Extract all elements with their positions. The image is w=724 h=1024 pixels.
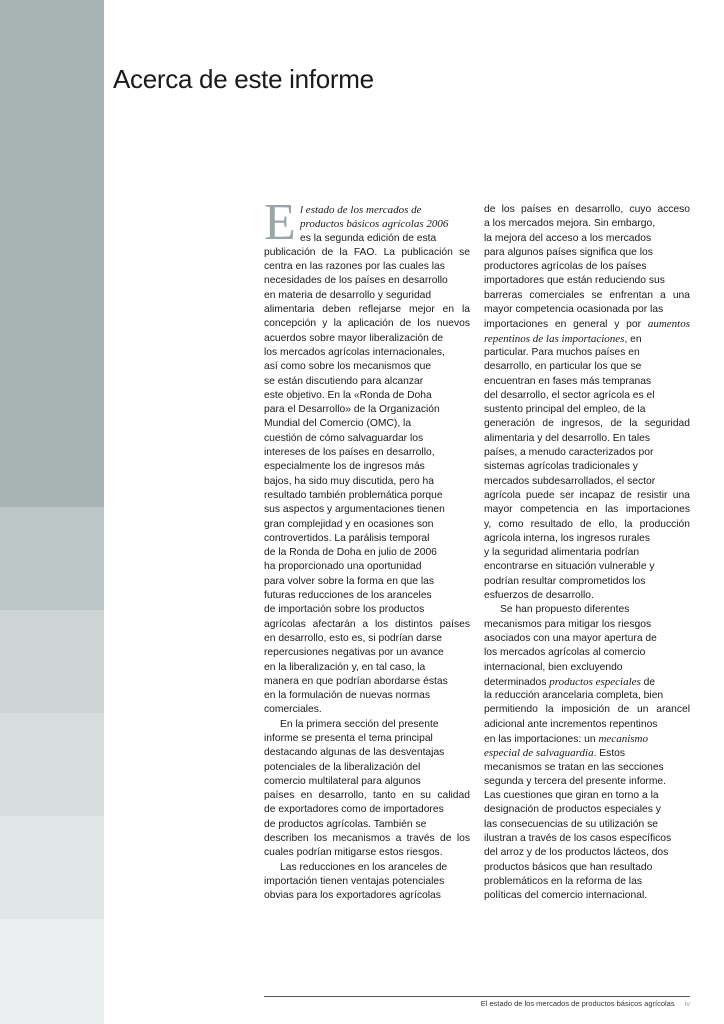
text-line xyxy=(264,432,470,446)
text-line xyxy=(264,417,470,431)
sidebar-band-3 xyxy=(0,713,104,816)
text-run: la reducción arancelaria completa, bien xyxy=(484,690,664,702)
text-run: Las cuestiones que giran en torno a la xyxy=(484,790,659,802)
text-run: de importación sobre los productos xyxy=(264,604,425,616)
text-run: de productos agrícolas. También se xyxy=(264,818,427,830)
text-run: bajos, ha sido muy discutida, pero ha xyxy=(264,475,434,487)
text-line xyxy=(484,217,690,231)
text-line xyxy=(484,560,690,574)
text-line xyxy=(484,403,690,417)
text-line xyxy=(264,518,470,532)
text-line xyxy=(484,789,690,803)
column-1-lines xyxy=(264,194,470,904)
text-line xyxy=(484,289,690,303)
text-line xyxy=(484,589,690,603)
text-run: . Estos xyxy=(593,748,626,760)
text-run: controvertidos. La parálisis temporal xyxy=(264,532,430,544)
text-run: políticas del comercio internacional. xyxy=(484,890,648,902)
text-line xyxy=(484,846,690,860)
text-line xyxy=(264,532,470,546)
text-run: futuras reducciones de los aranceles xyxy=(264,590,432,602)
text-line xyxy=(264,332,470,346)
text-line xyxy=(484,503,690,517)
text-run: asociados con una mayor apertura de xyxy=(484,632,657,644)
text-run: mercados subdesarrollados, el sector xyxy=(484,475,656,487)
text-run: para volver sobre la forma en que las xyxy=(264,575,434,587)
text-line xyxy=(264,489,470,503)
text-run: acuerdos sobre mayor liberalización de xyxy=(264,332,444,344)
text-run: Mundial del Comercio (OMC), la xyxy=(264,418,412,430)
text-run: para el Desarrollo» de la Organización xyxy=(264,404,440,416)
text-line xyxy=(484,732,690,746)
text-line xyxy=(484,274,690,288)
text-line xyxy=(264,861,470,875)
column-2-lines xyxy=(484,203,690,904)
text-line xyxy=(484,232,690,246)
sidebar-band-5 xyxy=(0,919,104,1024)
text-run: problemáticos en la reforma de las xyxy=(484,875,642,887)
text-line xyxy=(264,274,470,288)
text-run: en la liberalización y, en tal caso, la xyxy=(264,661,426,673)
text-line xyxy=(264,503,470,517)
text-line xyxy=(264,589,470,603)
text-line xyxy=(484,317,690,331)
text-run: sustento principal del empleo, de la xyxy=(484,404,646,416)
text-line xyxy=(264,360,470,374)
text-run: comercio multilateral para algunos xyxy=(264,775,421,787)
text-line xyxy=(484,489,690,503)
text-run: concepción y la aplicación de los nuevos xyxy=(264,318,470,330)
text-line xyxy=(264,618,470,632)
text-run: barreras comerciales se enfrentan a una xyxy=(484,289,690,301)
text-line xyxy=(484,575,690,589)
italic-text: l estado de los mercados de xyxy=(300,204,422,216)
text-run: alimentaria deben reflejarse mejor en la xyxy=(264,304,470,316)
text-run: determinados xyxy=(484,676,550,688)
text-line xyxy=(484,818,690,832)
text-run: es la segunda edición de esta xyxy=(300,232,437,244)
text-line xyxy=(264,317,470,331)
footer-rule xyxy=(264,996,690,997)
text-line xyxy=(264,703,470,717)
text-run: ha proporcionado una oportunidad xyxy=(264,561,422,573)
text-run: de los países en desarrollo, cuyo acceso xyxy=(484,204,690,215)
text-line xyxy=(484,375,690,389)
text-line xyxy=(264,789,470,803)
sidebar-color-strip xyxy=(0,0,104,1024)
text-run: podrían resultar comprometidos los xyxy=(484,575,646,587)
text-run: encuentran en fases más tempranas xyxy=(484,375,652,387)
text-run: este objetivo. En la «Ronda de Doha xyxy=(264,389,432,401)
text-line xyxy=(484,703,690,717)
text-line xyxy=(264,675,470,689)
text-line xyxy=(264,718,470,732)
text-line xyxy=(264,560,470,574)
text-run: mayor competencia ocasionada por las xyxy=(484,304,664,316)
text-line xyxy=(484,475,690,489)
text-run: particular. Para muchos países en xyxy=(484,346,640,358)
sidebar-band-top xyxy=(0,0,104,507)
text-run: cuales podrían mitigarse estos riesgos. xyxy=(264,847,443,859)
page-number: iv xyxy=(684,999,690,1008)
text-run: los mercados agrícolas internacionales, xyxy=(264,346,445,358)
text-run: especialmente los de ingresos más xyxy=(264,461,425,473)
page-title: Acerca de este informe xyxy=(113,64,374,94)
text-run: designación de productos especiales y xyxy=(484,804,661,816)
text-line xyxy=(484,646,690,660)
text-line xyxy=(484,203,690,217)
text-line xyxy=(484,546,690,560)
text-run: mecanismos se tratan en las secciones xyxy=(484,761,664,773)
text-run: se están discutiendo para alcanzar xyxy=(264,375,424,387)
text-line xyxy=(484,803,690,817)
text-run: necesidades de los países en desarrollo xyxy=(264,275,448,287)
text-column-left xyxy=(264,194,470,904)
text-line xyxy=(264,803,470,817)
text-run: en la formulación de nuevas normas xyxy=(264,690,430,702)
text-line xyxy=(264,818,470,832)
text-line xyxy=(484,761,690,775)
text-line xyxy=(264,475,470,489)
italic-text: especial de salvaguardia xyxy=(484,747,594,760)
text-line xyxy=(484,718,690,732)
text-run: en materia de desarrollo y seguridad xyxy=(264,289,432,301)
text-line xyxy=(484,346,690,360)
text-run: permitiendo la imposición de un arancel xyxy=(484,704,690,716)
text-run: generación de ingresos, de la seguridad xyxy=(484,418,690,430)
text-line xyxy=(484,618,690,632)
text-run: de la Ronda de Doha en julio de 2006 xyxy=(264,547,437,559)
text-line xyxy=(264,546,470,560)
text-run: En la primera sección del presente xyxy=(280,718,439,730)
text-line xyxy=(484,675,690,689)
text-line xyxy=(484,861,690,875)
text-run: informe se presenta el tema principal xyxy=(264,732,433,744)
text-run: productos básicos que han resultado xyxy=(484,861,653,873)
text-run: las consecuencias de su utilización se xyxy=(484,818,659,830)
text-line xyxy=(264,875,470,889)
text-line xyxy=(484,875,690,889)
text-line xyxy=(484,246,690,260)
text-line xyxy=(264,689,470,703)
text-run: internacional, bien excluyendo xyxy=(484,661,623,673)
italic-text: repentinos de las importaciones xyxy=(484,332,625,345)
text-run: de xyxy=(640,676,656,688)
text-line xyxy=(484,889,690,903)
text-line xyxy=(484,389,690,403)
text-run: países, a menudo caracterizados por xyxy=(484,447,654,459)
text-line xyxy=(484,689,690,703)
text-run: comerciales. xyxy=(264,704,322,716)
text-line xyxy=(264,289,470,303)
text-line xyxy=(264,889,470,903)
text-run: agrícola puede ser incapaz de resistir una xyxy=(484,489,690,501)
text-line xyxy=(264,603,470,617)
text-line xyxy=(264,661,470,675)
text-line xyxy=(264,403,470,417)
text-line xyxy=(484,661,690,675)
footer-publication-title: El estado de los mercados de productos básicos agrícolas xyxy=(480,999,675,1008)
text-run: destacando algunas de las desventajas xyxy=(264,747,445,759)
footer xyxy=(470,999,690,1008)
text-run: mecanismos para mitigar los riesgos xyxy=(484,618,652,630)
text-run: del desarrollo, el sector agrícola es el xyxy=(484,389,655,401)
sidebar-band-2 xyxy=(0,610,104,713)
text-line xyxy=(484,360,690,374)
text-run: obvias para los exportadores agrícolas xyxy=(264,890,441,902)
text-line xyxy=(264,832,470,846)
text-column-right xyxy=(484,203,690,904)
text-line xyxy=(484,446,690,460)
drop-cap: E xyxy=(264,194,296,251)
text-run: segunda y tercera del presente informe. xyxy=(484,775,667,787)
text-line xyxy=(264,346,470,360)
text-line xyxy=(484,332,690,346)
text-run: intereses de los países en desarrollo, xyxy=(264,447,435,459)
text-line xyxy=(484,460,690,474)
text-run: en las importaciones: un xyxy=(484,733,599,745)
sidebar-band-4 xyxy=(0,816,104,919)
text-run: importadores que están reduciendo sus xyxy=(484,275,665,287)
text-line xyxy=(484,518,690,532)
text-run: manera en que podrían abordarse éstas xyxy=(264,675,448,687)
text-run: , en xyxy=(624,333,642,345)
text-run: para algunos países significa que los xyxy=(484,246,653,258)
text-run: encontrarse en situación vulnerable y xyxy=(484,561,655,573)
text-line xyxy=(264,846,470,860)
text-line xyxy=(264,303,470,317)
text-line xyxy=(264,775,470,789)
text-run: ilustran a través de los casos específicos xyxy=(484,833,672,845)
text-run: y la seguridad alimentaria podrían xyxy=(484,547,640,559)
text-run: esfuerzos de desarrollo. xyxy=(484,590,594,602)
text-run: Las reducciones en los aranceles de xyxy=(280,861,448,873)
text-run: de exportadores como de importadores xyxy=(264,804,444,816)
italic-text: mecanismo xyxy=(598,732,648,745)
text-line xyxy=(484,260,690,274)
text-line xyxy=(264,732,470,746)
text-run: resultado también problemática porque xyxy=(264,489,443,501)
text-run: los mercados agrícolas al comercio xyxy=(484,647,646,659)
italic-text: productos básicos agrícolas 2006 xyxy=(300,218,449,231)
text-run: describen los mecanismos a través de los xyxy=(264,833,470,845)
text-line xyxy=(484,303,690,317)
text-run: y, como resultado de ello, la producción xyxy=(484,518,690,530)
text-run: en desarrollo, esto es, si podrían darse xyxy=(264,632,443,644)
text-run: importaciones en general y por xyxy=(484,319,648,331)
text-run: desarrollo, en particular los que se xyxy=(484,361,642,373)
text-run: alimentaria y del desarrollo. En tales xyxy=(484,432,650,444)
text-line xyxy=(264,761,470,775)
text-line xyxy=(264,746,470,760)
text-run: productores agrícolas de los países xyxy=(484,261,647,273)
text-line xyxy=(484,532,690,546)
text-run: adicional ante incrementos repentinos xyxy=(484,718,658,730)
text-run: gran complejidad y en ocasiones son xyxy=(264,518,434,530)
text-line xyxy=(264,389,470,403)
italic-text: productos especiales xyxy=(549,675,641,688)
text-run: cuestión de cómo salvaguardar los xyxy=(264,432,424,444)
text-line xyxy=(264,646,470,660)
text-run: así como sobre los mecanismos que xyxy=(264,361,432,373)
text-run: repercusiones negativas por un avance xyxy=(264,647,444,659)
text-line xyxy=(484,832,690,846)
text-line xyxy=(264,260,470,274)
text-run: agrícolas afectarán a los distintos países xyxy=(264,618,470,630)
text-line xyxy=(484,603,690,617)
text-run: la mejora del acceso a los mercados xyxy=(484,232,652,244)
text-line xyxy=(264,575,470,589)
text-line xyxy=(484,632,690,646)
text-run: importación tienen ventajas potenciales xyxy=(264,875,445,887)
text-run: potenciales de la liberalización del xyxy=(264,761,421,773)
text-run: agrícola interna, los ingresos rurales xyxy=(484,532,650,544)
italic-text: aumentos xyxy=(647,318,690,331)
text-run: sistemas agrícolas tradicionales y xyxy=(484,461,638,473)
text-line xyxy=(484,746,690,760)
text-line xyxy=(264,375,470,389)
text-line xyxy=(484,432,690,446)
sidebar-band-1 xyxy=(0,507,104,610)
text-run: Se han propuesto diferentes xyxy=(500,604,630,616)
text-run: sus aspectos y argumentaciones tienen xyxy=(264,504,445,516)
text-line xyxy=(264,460,470,474)
text-run: del arroz y de los productos lácteos, dos xyxy=(484,847,669,859)
text-run: publicación de la FAO. La publicación se xyxy=(264,246,470,258)
text-run: a los mercados mejora. Sin embargo, xyxy=(484,218,656,230)
text-run: mayor competencia en las importaciones xyxy=(484,504,690,516)
text-line xyxy=(484,417,690,431)
text-line xyxy=(264,446,470,460)
text-run: centra en las razones por las cuales las xyxy=(264,261,445,273)
text-run: países en desarrollo, tanto en su calidad xyxy=(264,790,470,802)
text-line xyxy=(484,775,690,789)
text-line xyxy=(264,632,470,646)
